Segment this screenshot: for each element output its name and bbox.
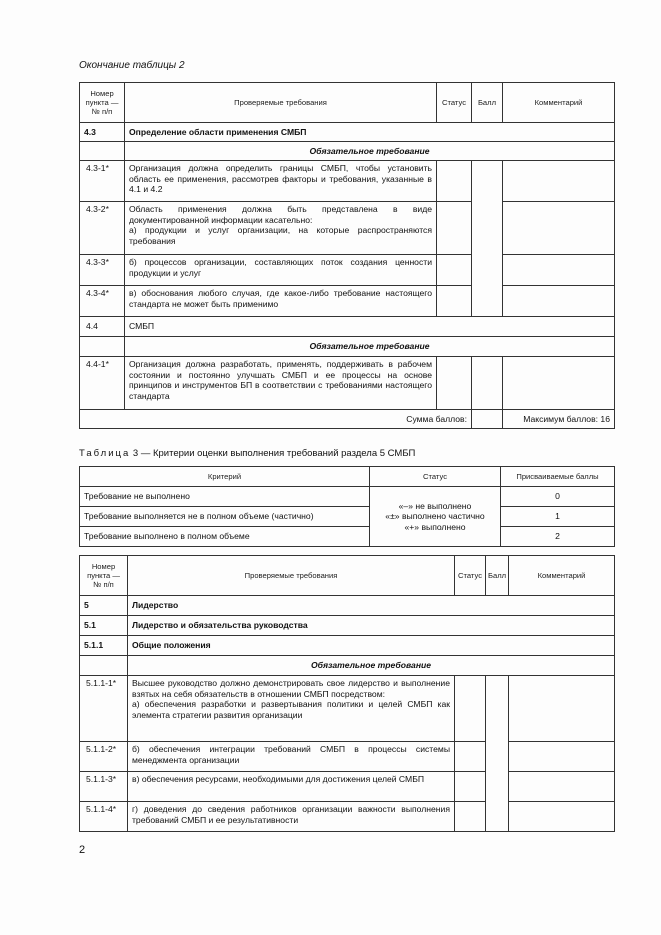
requirement-text: Высшее руководство должно демонстрировать свое лидерство и выполнение взятых на себя обязательств в отношении СМБП посредством: а) обеспечения разработки и развертывания политики и целей СМБП как элемента стратегии развития организации [128, 676, 455, 742]
points-value: 0 [501, 487, 615, 507]
row-num: 4.3-3* [80, 255, 125, 286]
row-num: 4.4-1* [80, 357, 125, 410]
score-sum-label: Сумма баллов: [80, 410, 472, 429]
mandatory-requirement-label: Обязательное требование [125, 142, 615, 161]
header-score: Балл [486, 556, 509, 596]
status-cell[interactable] [437, 161, 472, 202]
header-comment: Комментарий [503, 83, 615, 123]
points-value: 1 [501, 507, 615, 527]
status-cell[interactable] [437, 357, 472, 410]
section-title: Определение области применения СМБП [125, 123, 615, 142]
status-cell[interactable] [437, 286, 472, 317]
criterion-text: Требование выполняется не в полном объеме (частично) [80, 507, 370, 527]
status-cell[interactable] [455, 676, 486, 742]
header-comment: Комментарий [509, 556, 615, 596]
requirement-text: Область применения должна быть представлена в виде документированной информации касательно: а) продукции и услуг организации, на которые распространяются требования [125, 202, 437, 255]
comment-cell[interactable] [503, 202, 615, 255]
criterion-text: Требование не выполнено [80, 487, 370, 507]
score-cell[interactable] [472, 357, 503, 410]
row-num: 5.1.1-4* [80, 802, 128, 832]
row-num: 5.1.1-3* [80, 772, 128, 802]
header-requirements: Проверяемые требования [125, 83, 437, 123]
row-num: 5.1.1 [80, 636, 128, 656]
row-num: 5.1 [80, 616, 128, 636]
comment-cell[interactable] [503, 255, 615, 286]
row-num: 5.1.1-2* [80, 742, 128, 772]
points-value: 2 [501, 527, 615, 547]
section-title: Лидерство и обязательства руководства [128, 616, 615, 636]
requirement-text: в) обоснования любого случая, где какое-либо требование настоящего стандарта не может быть применимо [125, 286, 437, 317]
requirements-table-2 [79, 82, 615, 429]
mandatory-requirement-label: Обязательное требование [128, 656, 615, 676]
requirements-table-4 [79, 555, 615, 832]
score-sum-cell[interactable] [472, 410, 503, 429]
comment-cell[interactable] [509, 772, 615, 802]
row-num: 4.3-1* [80, 161, 125, 202]
requirement-text: в) обеспечения ресурсами, необходимыми для достижения целей СМБП [128, 772, 455, 802]
header-points: Присваиваемые баллы [501, 467, 615, 487]
requirement-text: Организация должна разработать, применять, поддерживать в рабочем состоянии и постоянно улучшать СМБП и ее процессы на основе принципов и инструментов БП в соответствии с требованиями настоящего стандарта [125, 357, 437, 410]
requirement-text: б) процессов организации, составляющих поток создания ценности продукции и услуг [125, 255, 437, 286]
status-cell[interactable] [455, 772, 486, 802]
section-title: СМБП [125, 317, 615, 337]
comment-cell[interactable] [509, 676, 615, 742]
comment-cell[interactable] [503, 286, 615, 317]
status-cell[interactable] [437, 202, 472, 255]
header-requirements: Проверяемые требования [128, 556, 455, 596]
comment-cell[interactable] [509, 802, 615, 832]
row-num: 4.3-4* [80, 286, 125, 317]
table-3-title: Таблица 3 — Критерии оценки выполнения требований раздела 5 СМБП [79, 448, 416, 459]
section-title: Лидерство [128, 596, 615, 616]
section-title: Общие положения [128, 636, 615, 656]
criteria-table-3 [79, 466, 615, 547]
row-num: 4.3 [80, 123, 125, 142]
row-num: 5.1.1-1* [80, 676, 128, 742]
comment-cell[interactable] [509, 742, 615, 772]
comment-cell[interactable] [503, 357, 615, 410]
requirement-text: Организация должна определить границы СМБП, чтобы установить область ее применения, рассмотрев факторы и требования, указанные в 4.1 и 4.2 [125, 161, 437, 202]
header-num: Номер пункта — № п/п [80, 556, 128, 596]
score-cell[interactable] [472, 161, 503, 317]
row-num: 4.4 [80, 317, 125, 337]
score-cell[interactable] [486, 676, 509, 832]
criterion-text: Требование выполнено в полном объеме [80, 527, 370, 547]
max-score: Максимум баллов: 16 [503, 410, 615, 429]
row-num: 5 [80, 596, 128, 616]
comment-cell[interactable] [503, 161, 615, 202]
header-status: Статус [455, 556, 486, 596]
requirement-text: б) обеспечения интеграции требований СМБП в процессы системы менеджмента организации [128, 742, 455, 772]
page-number: 2 [79, 844, 86, 856]
header-score: Балл [472, 83, 503, 123]
row-num: 4.3-2* [80, 202, 125, 255]
table-continuation-caption: Окончание таблицы 2 [79, 60, 185, 71]
requirement-text: г) доведения до сведения работников организации важности выполнения требований СМБП и ее результативности [128, 802, 455, 832]
header-num: Номер пункта — № п/п [80, 83, 125, 123]
status-cell[interactable] [455, 742, 486, 772]
status-legend: «–» не выполнено «±» выполнено частично «+» выполнено [370, 487, 501, 547]
header-status: Статус [437, 83, 472, 123]
header-status: Статус [370, 467, 501, 487]
header-criterion: Критерий [80, 467, 370, 487]
mandatory-requirement-label: Обязательное требование [125, 337, 615, 357]
status-cell[interactable] [437, 255, 472, 286]
status-cell[interactable] [455, 802, 486, 832]
